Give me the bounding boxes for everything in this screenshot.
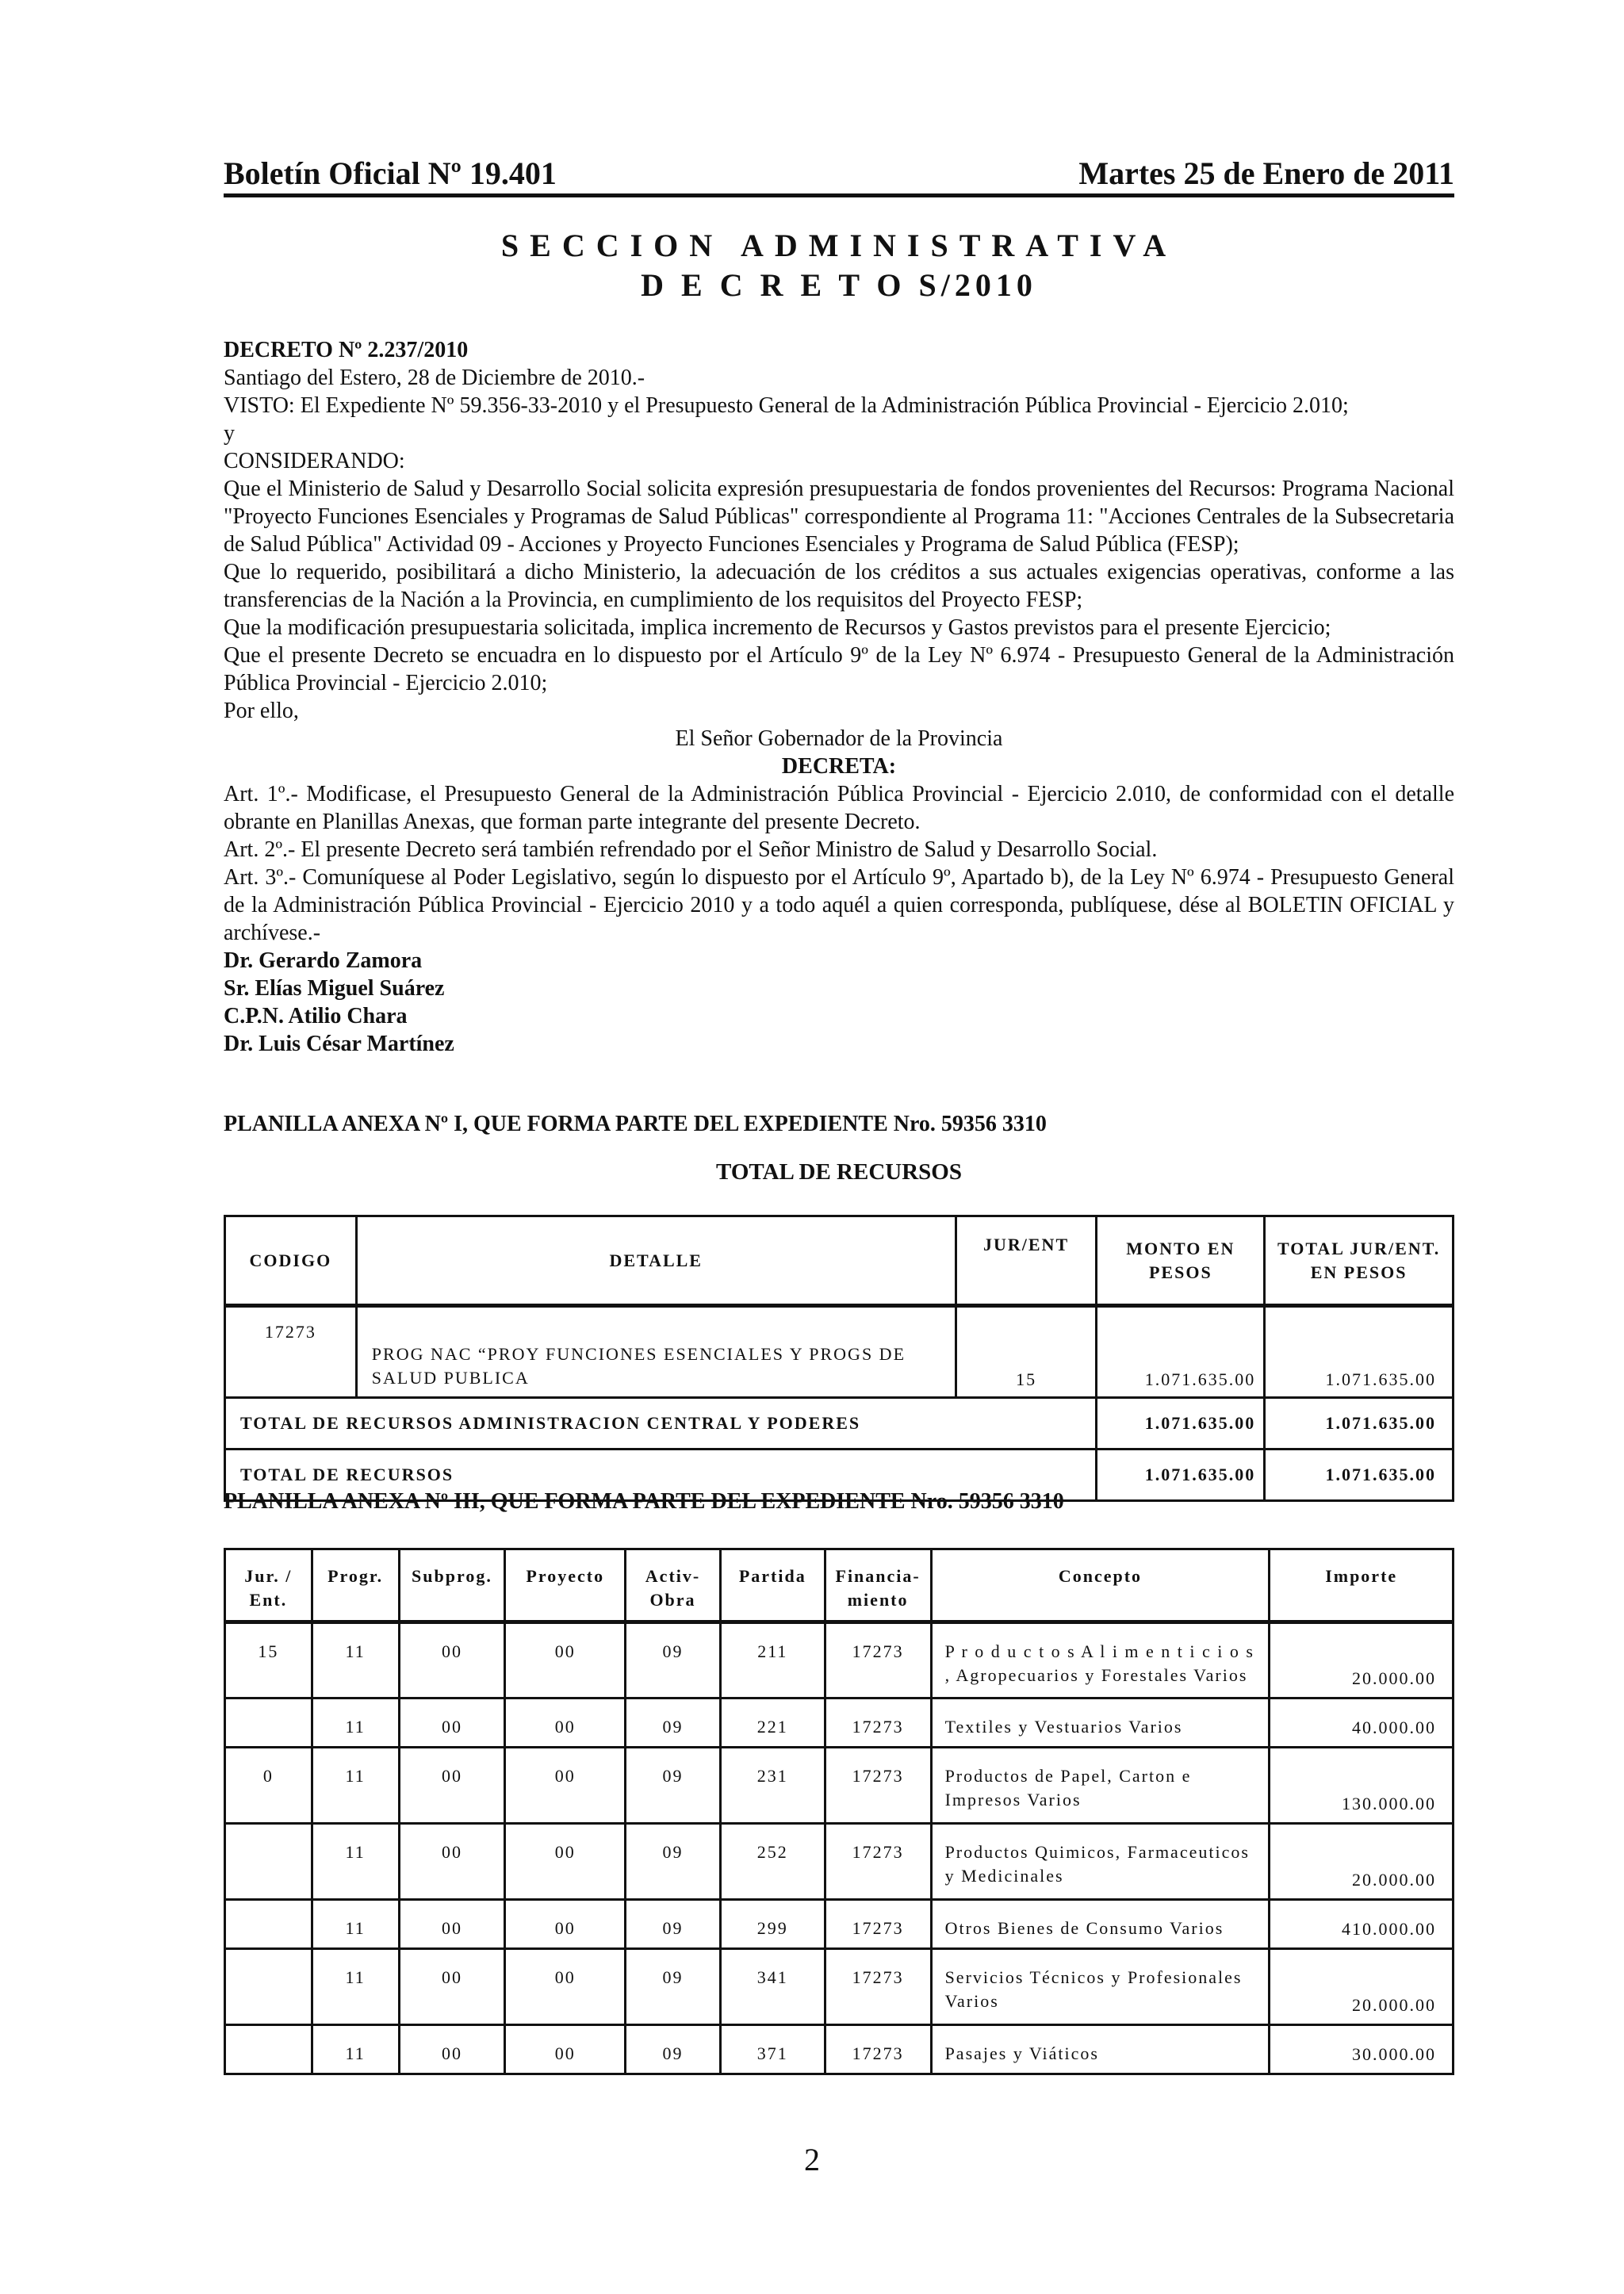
total-label: TOTAL DE RECURSOS ADMINISTRACION CENTRAL Y PODERES <box>225 1398 1097 1450</box>
table-header-row <box>225 1216 1454 1306</box>
cell-concepto: Productos Quimicos, Farmaceuticos y Medicinales <box>931 1824 1270 1900</box>
cell-fin: 17273 <box>825 1698 931 1748</box>
total-total: 1.071.635.00 <box>1265 1450 1454 1501</box>
table-row <box>225 1949 1454 2025</box>
total-row-administracion <box>225 1398 1454 1450</box>
cell-jur <box>225 1949 312 2025</box>
decree-gobernador: El Señor Gobernador de la Provincia <box>675 726 1003 751</box>
cell-concepto: Pasajes y Viáticos <box>931 2025 1270 2074</box>
cell-activ: 09 <box>626 1824 721 1900</box>
anexo-3-title: PLANILLA ANEXA Nº III, QUE FORMA PARTE DEL EXPEDIENTE Nro. 59356 3310 <box>224 1489 1064 1514</box>
cell-progr: 11 <box>312 1748 399 1824</box>
cell-subprog: 00 <box>399 1900 505 1949</box>
cell-progr: 11 <box>312 1949 399 2025</box>
cell-importe: 20.000.00 <box>1270 1949 1454 2025</box>
cell-jur: 15 <box>956 1306 1097 1398</box>
bulletin-number: Boletín Oficial Nº 19.401 <box>224 155 557 191</box>
cell-partida: 221 <box>720 1698 825 1748</box>
cell-concepto: Productos de Papel, Carton e Impresos Varios <box>931 1748 1270 1824</box>
cell-proyecto: 00 <box>505 1698 626 1748</box>
table-row <box>225 1824 1454 1900</box>
cell-activ: 09 <box>626 1900 721 1949</box>
cell-partida: 299 <box>720 1900 825 1949</box>
cell-importe: 30.000.00 <box>1270 2025 1454 2074</box>
anexo-1-subtitle: TOTAL DE RECURSOS <box>716 1159 962 1185</box>
cell-proyecto: 00 <box>505 1900 626 1949</box>
cell-progr: 11 <box>312 1824 399 1900</box>
cell-jur <box>225 1824 312 1900</box>
total-label: TOTAL DE RECURSOS <box>225 1450 1097 1501</box>
table-row <box>225 1698 1454 1748</box>
cell-concepto: Otros Bienes de Consumo Varios <box>931 1900 1270 1949</box>
anexo-1-table <box>224 1215 1454 1502</box>
column-header: Progr. <box>312 1549 399 1622</box>
table-row <box>225 2025 1454 2074</box>
column-header: Proyecto <box>505 1549 626 1622</box>
cell-proyecto: 00 <box>505 1622 626 1698</box>
decree-paragraph-4: Que el presente Decreto se encuadra en lo dispuesto por el Artículo 9º de la Ley Nº 6.974 - Presupuesto General de la Administración Pública Provincial - Ejercicio 2.010; <box>224 643 1454 695</box>
total-monto: 1.071.635.00 <box>1097 1398 1265 1450</box>
decree-por-ello: Por ello, <box>224 699 299 723</box>
decree-article-1: Art. 1º.- Modificase, el Presupuesto General de la Administración Pública Provincial - Ejercicio 2.010, de conformidad con el detalle obrante en Planillas Anexas, que forman parte integrante del presente Decreto. <box>224 782 1454 834</box>
signature: C.P.N. Atilio Chara <box>224 1004 408 1028</box>
decree-article-3: Art. 3º.- Comuníquese al Poder Legislativo, según lo dispuesto por el Artículo 9º, Apartado b), de la Ley Nº 6.974 - Presupuesto General de la Administración Pública Provincial - Ejercicio 2010 y a todo aquél a quien corresponda, publíquese, dése al BOLETIN OFICIAL y archívese.- <box>224 865 1454 945</box>
cell-proyecto: 00 <box>505 2025 626 2074</box>
cell-activ: 09 <box>626 1949 721 2025</box>
detalle-line: PROG NAC “PROY FUNCIONES ESENCIALES Y PROGS DE <box>371 1344 906 1364</box>
total-monto: 1.071.635.00 <box>1097 1450 1265 1501</box>
cell-proyecto: 00 <box>505 1748 626 1824</box>
cell-progr: 11 <box>312 1698 399 1748</box>
cell-jur: 15 <box>225 1622 312 1698</box>
cell-importe: 130.000.00 <box>1270 1748 1454 1824</box>
column-header: DETALLE <box>356 1216 956 1306</box>
decree-place-date: Santiago del Estero, 28 de Diciembre de 2010.- <box>224 366 645 390</box>
cell-jur <box>225 2025 312 2074</box>
column-header: Jur. / Ent. <box>225 1549 312 1622</box>
signature: Dr. Luis César Martínez <box>224 1032 454 1056</box>
column-header: Importe <box>1270 1549 1454 1622</box>
page-number: 2 <box>804 2142 820 2177</box>
decree-paragraph-2: Que lo requerido, posibilitará a dicho Ministerio, la adecuación de los créditos a sus actuales exigencias operativas, conforme a las transferencias de la Nación a la Provincia, en cumplimiento de los requisitos del Proyecto FESP; <box>224 560 1454 612</box>
decree-paragraph-3: Que la modificación presupuestaria solicitada, implica incremento de Recursos y Gastos previstos para el presente Ejercicio; <box>224 615 1331 640</box>
page-header <box>224 155 1454 197</box>
cell-progr: 11 <box>312 2025 399 2074</box>
cell-jur: 0 <box>225 1748 312 1824</box>
column-header: MONTO EN PESOS <box>1097 1216 1265 1306</box>
cell-concepto: Servicios Técnicos y Profesionales Varios <box>931 1949 1270 2025</box>
cell-progr: 11 <box>312 1900 399 1949</box>
cell-activ: 09 <box>626 1698 721 1748</box>
cell-proyecto: 00 <box>505 1949 626 2025</box>
decree-body <box>224 336 1454 1058</box>
table-row <box>225 1306 1454 1398</box>
cell-subprog: 00 <box>399 1824 505 1900</box>
column-header: Subprog. <box>399 1549 505 1622</box>
cell-concepto: Textiles y Vestuarios Varios <box>931 1698 1270 1748</box>
cell-concepto: P r o d u c t o s A l i m e n t i c i o s , Agropecuarios y Forestales Varios <box>931 1622 1270 1698</box>
decree-paragraph-1: Que el Ministerio de Salud y Desarrollo Social solicita expresión presupuestaria de fondos provenientes del Recursos: Programa Nacional "Proyecto Funciones Esenciales y Programas de Salud Públicas" correspondiente al Programa 11: "Acciones Centrales de la Subsecretaria de Salud Pública" Actividad 09 - Acciones y Proyecto Funciones Esenciales y Programa de Salud Pública (FESP); <box>224 477 1454 557</box>
cell-activ: 09 <box>626 2025 721 2074</box>
decree-decreta: DECRETA: <box>781 754 897 779</box>
cell-partida: 231 <box>720 1748 825 1824</box>
table-header-row <box>225 1549 1454 1622</box>
cell-subprog: 00 <box>399 1622 505 1698</box>
cell-proyecto: 00 <box>505 1824 626 1900</box>
cell-subprog: 00 <box>399 1949 505 2025</box>
cell-fin: 17273 <box>825 1748 931 1824</box>
cell-subprog: 00 <box>399 2025 505 2074</box>
decree-visto: VISTO: El Expediente Nº 59.356-33-2010 y el Presupuesto General de la Administración Pública Provincial - Ejercicio 2.010; <box>224 393 1349 418</box>
column-header: Activ- Obra <box>626 1549 721 1622</box>
cell-subprog: 00 <box>399 1748 505 1824</box>
section-subtitle: D E C R E T O S/2010 <box>641 267 1037 303</box>
cell-importe: 410.000.00 <box>1270 1900 1454 1949</box>
cell-progr: 11 <box>312 1622 399 1698</box>
column-header: TOTAL JUR/ENT. EN PESOS <box>1265 1216 1454 1306</box>
cell-total: 1.071.635.00 <box>1265 1306 1454 1398</box>
signature: Sr. Elías Miguel Suárez <box>224 976 445 1001</box>
cell-codigo: 17273 <box>225 1306 357 1398</box>
total-total: 1.071.635.00 <box>1265 1398 1454 1450</box>
cell-jur <box>225 1900 312 1949</box>
column-header: JUR/ENT <box>956 1216 1097 1306</box>
table-row <box>225 1748 1454 1824</box>
cell-fin: 17273 <box>825 1824 931 1900</box>
section-title: SECCION ADMINISTRATIVA <box>500 228 1178 263</box>
table-row <box>225 1622 1454 1698</box>
detalle-line: SALUD PUBLICA <box>371 1368 530 1388</box>
cell-importe: 20.000.00 <box>1270 1824 1454 1900</box>
cell-monto: 1.071.635.00 <box>1097 1306 1265 1398</box>
cell-fin: 17273 <box>825 1622 931 1698</box>
decree-article-2: Art. 2º.- El presente Decreto será también refrendado por el Señor Ministro de Salud y Desarrollo Social. <box>224 837 1158 862</box>
decree-y: y <box>224 421 235 446</box>
column-header: Financia- miento <box>825 1549 931 1622</box>
column-header: Concepto <box>931 1549 1270 1622</box>
cell-importe: 20.000.00 <box>1270 1622 1454 1698</box>
decree-number: DECRETO Nº 2.237/2010 <box>224 338 469 362</box>
column-header: CODIGO <box>225 1216 357 1306</box>
decree-considerando: CONSIDERANDO: <box>224 449 405 473</box>
cell-fin: 17273 <box>825 1900 931 1949</box>
cell-subprog: 00 <box>399 1698 505 1748</box>
cell-fin: 17273 <box>825 1949 931 2025</box>
cell-partida: 252 <box>720 1824 825 1900</box>
cell-detalle <box>356 1306 956 1398</box>
table-row <box>225 1900 1454 1949</box>
cell-partida: 371 <box>720 2025 825 2074</box>
cell-partida: 211 <box>720 1622 825 1698</box>
cell-activ: 09 <box>626 1622 721 1698</box>
bulletin-date: Martes 25 de Enero de 2011 <box>1078 155 1454 191</box>
column-header: Partida <box>720 1549 825 1622</box>
cell-partida: 341 <box>720 1949 825 2025</box>
anexo-1-title: PLANILLA ANEXA Nº I, QUE FORMA PARTE DEL EXPEDIENTE Nro. 59356 3310 <box>224 1112 1047 1136</box>
cell-importe: 40.000.00 <box>1270 1698 1454 1748</box>
signature: Dr. Gerardo Zamora <box>224 948 423 973</box>
cell-jur <box>225 1698 312 1748</box>
anexo-3-table <box>224 1548 1454 2075</box>
cell-activ: 09 <box>626 1748 721 1824</box>
cell-fin: 17273 <box>825 2025 931 2074</box>
